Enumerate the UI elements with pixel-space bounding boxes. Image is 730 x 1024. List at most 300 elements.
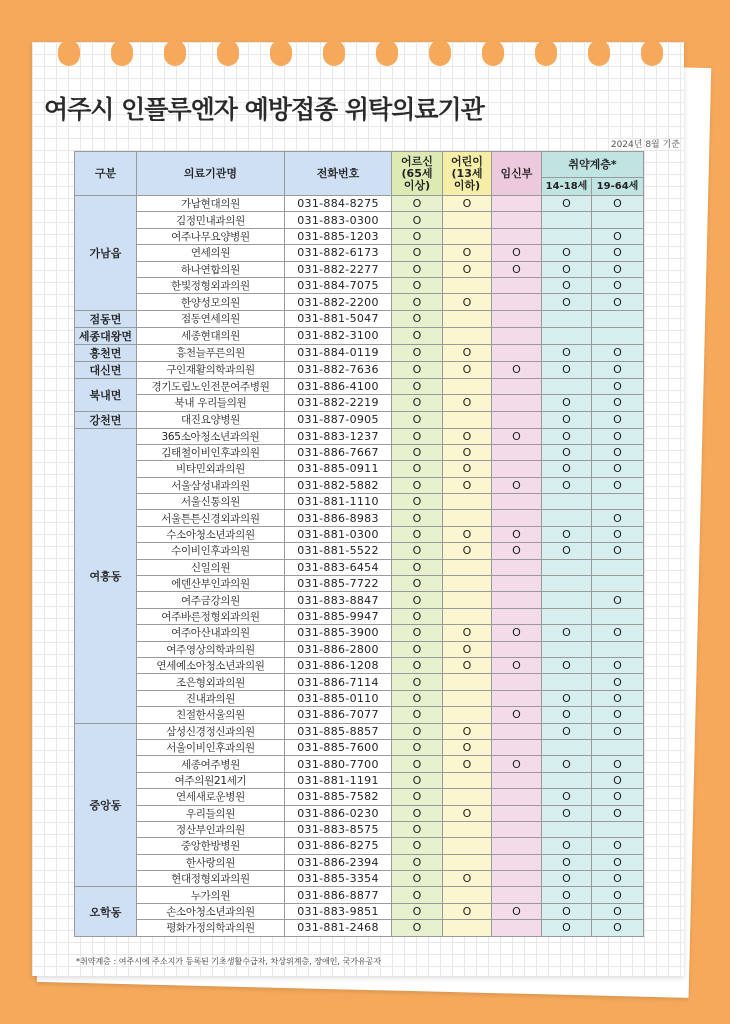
- clinic-name-cell: 세종현대의원: [137, 327, 285, 344]
- pregnant-cell: [492, 461, 542, 477]
- binder-ring-icon: [270, 40, 292, 66]
- phone-cell: 031-882-2200: [285, 294, 392, 310]
- phone-cell: 031-882-2277: [285, 261, 392, 277]
- table-row: [75, 756, 644, 772]
- table-row: [75, 526, 644, 542]
- senior-cell: O: [392, 756, 443, 772]
- table-row: [75, 707, 644, 723]
- vulnerable-14-18-cell: O: [542, 477, 592, 493]
- phone-cell: 031-886-4100: [285, 378, 392, 394]
- region-cell: 오학동: [75, 887, 137, 936]
- table-row: [75, 327, 644, 344]
- region-cell: 대신면: [75, 361, 137, 378]
- child-cell: O: [443, 871, 492, 887]
- vulnerable-14-18-cell: [542, 592, 592, 608]
- vulnerable-19-64-cell: O: [592, 378, 644, 394]
- vulnerable-19-64-cell: O: [592, 903, 644, 919]
- clinic-name-cell: 중앙한방병원: [137, 838, 285, 854]
- vulnerable-14-18-cell: O: [542, 294, 592, 310]
- child-cell: O: [443, 477, 492, 493]
- table-row: [75, 477, 644, 493]
- clinic-name-cell: 서울이비인후과의원: [137, 739, 285, 755]
- vulnerable-19-64-cell: [592, 310, 644, 327]
- binder-ring-icon: [323, 40, 345, 66]
- phone-cell: 031-886-0230: [285, 805, 392, 821]
- pregnant-cell: O: [492, 361, 542, 378]
- vulnerable-19-64-cell: O: [592, 838, 644, 854]
- child-cell: [443, 608, 492, 624]
- clinic-name-cell: 한양성모의원: [137, 294, 285, 310]
- header-senior-line: 어르신: [401, 154, 433, 168]
- table-row: [75, 887, 644, 903]
- pregnant-cell: [492, 920, 542, 936]
- binder-ring-icon: [535, 40, 557, 66]
- phone-cell: 031-883-9851: [285, 903, 392, 919]
- senior-cell: O: [392, 789, 443, 805]
- phone-cell: 031-885-7600: [285, 739, 392, 755]
- vulnerable-14-18-cell: [542, 674, 592, 690]
- senior-cell: O: [392, 805, 443, 821]
- vulnerable-14-18-cell: O: [542, 920, 592, 936]
- table-row: [75, 395, 644, 411]
- binder-ring-icon: [111, 40, 133, 66]
- header-child: [443, 152, 492, 196]
- senior-cell: O: [392, 477, 443, 493]
- table-row: [75, 428, 644, 444]
- phone-cell: 031-885-7722: [285, 576, 392, 592]
- clinic-name-cell: 삼성신경정신과의원: [137, 723, 285, 739]
- clinic-name-cell: 김태철이비인후과의원: [137, 444, 285, 460]
- phone-cell: 031-886-8275: [285, 838, 392, 854]
- child-cell: [443, 707, 492, 723]
- vulnerable-19-64-cell: [592, 559, 644, 575]
- clinic-name-cell: 우리들의원: [137, 805, 285, 821]
- pregnant-cell: [492, 196, 542, 212]
- table-row: [75, 576, 644, 592]
- child-cell: O: [443, 294, 492, 310]
- vulnerable-19-64-cell: O: [592, 261, 644, 277]
- phone-cell: 031-887-0905: [285, 411, 392, 428]
- phone-cell: 031-882-7636: [285, 361, 392, 378]
- region-cell: 가남읍: [75, 196, 137, 311]
- phone-cell: 031-886-2800: [285, 641, 392, 657]
- table-row: [75, 772, 644, 788]
- child-cell: O: [443, 361, 492, 378]
- phone-cell: 031-883-6454: [285, 559, 392, 575]
- senior-cell: O: [392, 245, 443, 261]
- table-row: [75, 739, 644, 755]
- table-row: [75, 821, 644, 837]
- senior-cell: O: [392, 228, 443, 244]
- vulnerable-19-64-cell: O: [592, 361, 644, 378]
- clinic-name-cell: 수이비인후과의원: [137, 543, 285, 559]
- table-row: [75, 361, 644, 378]
- vulnerable-14-18-cell: [542, 641, 592, 657]
- vulnerable-14-18-cell: [542, 821, 592, 837]
- clinic-name-cell: 한빛정형외과의원: [137, 277, 285, 293]
- senior-cell: O: [392, 821, 443, 837]
- phone-cell: 031-883-8847: [285, 592, 392, 608]
- vulnerable-19-64-cell: O: [592, 245, 644, 261]
- senior-cell: O: [392, 494, 443, 510]
- phone-cell: 031-886-7667: [285, 444, 392, 460]
- pregnant-cell: [492, 739, 542, 755]
- pregnant-cell: [492, 821, 542, 837]
- header-senior-line: (65세: [401, 166, 433, 180]
- child-cell: [443, 690, 492, 706]
- phone-cell: 031-885-9947: [285, 608, 392, 624]
- vulnerable-14-18-cell: O: [542, 344, 592, 361]
- pregnant-cell: [492, 772, 542, 788]
- senior-cell: O: [392, 261, 443, 277]
- region-cell: 흥천면: [75, 344, 137, 361]
- vulnerable-19-64-cell: O: [592, 805, 644, 821]
- header-vulnerable-19-64: 19-64세: [592, 178, 644, 196]
- child-cell: [443, 411, 492, 428]
- vulnerable-14-18-cell: [542, 608, 592, 624]
- child-cell: O: [443, 723, 492, 739]
- senior-cell: O: [392, 327, 443, 344]
- pregnant-cell: O: [492, 657, 542, 673]
- vulnerable-19-64-cell: O: [592, 196, 644, 212]
- pregnant-cell: O: [492, 707, 542, 723]
- clinic-name-cell: 365소아청소년과의원: [137, 428, 285, 444]
- child-cell: O: [443, 805, 492, 821]
- vulnerable-14-18-cell: [542, 228, 592, 244]
- header-child-line: (13세: [451, 166, 483, 180]
- pregnant-cell: [492, 592, 542, 608]
- binder-ring-icon: [482, 40, 504, 66]
- child-cell: [443, 838, 492, 854]
- senior-cell: O: [392, 294, 443, 310]
- clinic-table-body: [75, 196, 644, 937]
- pregnant-cell: O: [492, 477, 542, 493]
- phone-cell: 031-886-8877: [285, 887, 392, 903]
- phone-cell: 031-880-7700: [285, 756, 392, 772]
- vulnerable-14-18-cell: O: [542, 277, 592, 293]
- pregnant-cell: O: [492, 526, 542, 542]
- child-cell: [443, 228, 492, 244]
- pregnant-cell: [492, 576, 542, 592]
- clinic-name-cell: 현대정형외과의원: [137, 871, 285, 887]
- vulnerable-19-64-cell: O: [592, 228, 644, 244]
- clinic-name-cell: 평화가정의학과의원: [137, 920, 285, 936]
- phone-cell: 031-884-8275: [285, 196, 392, 212]
- pregnant-cell: [492, 327, 542, 344]
- phone-cell: 031-885-1203: [285, 228, 392, 244]
- child-cell: [443, 821, 492, 837]
- date-note: 2024년 8월 기준: [610, 140, 680, 150]
- child-cell: [443, 854, 492, 870]
- child-cell: [443, 772, 492, 788]
- child-cell: O: [443, 461, 492, 477]
- senior-cell: O: [392, 310, 443, 327]
- clinic-table: [74, 151, 644, 937]
- table-row: [75, 805, 644, 821]
- pregnant-cell: [492, 674, 542, 690]
- senior-cell: O: [392, 608, 443, 624]
- clinic-name-cell: 여주의원21세기: [137, 772, 285, 788]
- phone-cell: 031-881-0300: [285, 526, 392, 542]
- child-cell: [443, 510, 492, 526]
- vulnerable-14-18-cell: O: [542, 196, 592, 212]
- clinic-name-cell: 에덴산부인과의원: [137, 576, 285, 592]
- pregnant-cell: [492, 310, 542, 327]
- phone-cell: 031-884-7075: [285, 277, 392, 293]
- pregnant-cell: [492, 608, 542, 624]
- vulnerable-14-18-cell: O: [542, 838, 592, 854]
- table-row: [75, 444, 644, 460]
- child-cell: [443, 789, 492, 805]
- child-cell: O: [443, 395, 492, 411]
- clinic-name-cell: 누가의원: [137, 887, 285, 903]
- pregnant-cell: [492, 805, 542, 821]
- pregnant-cell: [492, 690, 542, 706]
- table-row: [75, 461, 644, 477]
- clinic-name-cell: 연세의원: [137, 245, 285, 261]
- vulnerable-19-64-cell: O: [592, 772, 644, 788]
- table-row: [75, 559, 644, 575]
- header-vulnerable-14-18: 14-18세: [542, 178, 592, 196]
- senior-cell: O: [392, 690, 443, 706]
- pregnant-cell: O: [492, 625, 542, 641]
- table-row: [75, 903, 644, 919]
- vulnerable-14-18-cell: [542, 378, 592, 394]
- vulnerable-14-18-cell: O: [542, 657, 592, 673]
- header-region: 구분: [75, 152, 137, 196]
- table-row: [75, 510, 644, 526]
- pregnant-cell: [492, 494, 542, 510]
- phone-cell: 031-885-0911: [285, 461, 392, 477]
- pregnant-cell: [492, 411, 542, 428]
- table-row: [75, 592, 644, 608]
- pregnant-cell: [492, 854, 542, 870]
- child-cell: O: [443, 641, 492, 657]
- clinic-name-cell: 경기도립노인전문여주병원: [137, 378, 285, 394]
- pregnant-cell: O: [492, 756, 542, 772]
- child-cell: O: [443, 245, 492, 261]
- vulnerable-19-64-cell: [592, 327, 644, 344]
- pregnant-cell: [492, 641, 542, 657]
- vulnerable-14-18-cell: O: [542, 461, 592, 477]
- child-cell: O: [443, 444, 492, 460]
- table-row: [75, 690, 644, 706]
- clinic-name-cell: 손소아청소년과의원: [137, 903, 285, 919]
- header-senior-line: 이상): [403, 178, 431, 192]
- phone-cell: 031-886-2394: [285, 854, 392, 870]
- senior-cell: O: [392, 411, 443, 428]
- child-cell: [443, 212, 492, 228]
- clinic-name-cell: 신일의원: [137, 559, 285, 575]
- vulnerable-19-64-cell: O: [592, 789, 644, 805]
- table-row: [75, 294, 644, 310]
- table-row: [75, 277, 644, 293]
- child-cell: O: [443, 903, 492, 919]
- child-cell: O: [443, 526, 492, 542]
- pregnant-cell: [492, 294, 542, 310]
- phone-cell: 031-881-5522: [285, 543, 392, 559]
- senior-cell: O: [392, 871, 443, 887]
- senior-cell: O: [392, 543, 443, 559]
- header-child-line: 이하): [453, 178, 481, 192]
- phone-cell: 031-881-1191: [285, 772, 392, 788]
- vulnerable-19-64-cell: O: [592, 477, 644, 493]
- header-pregnant: 임신부: [492, 152, 542, 196]
- vulnerable-19-64-cell: [592, 821, 644, 837]
- table-row: [75, 871, 644, 887]
- phone-cell: 031-886-8983: [285, 510, 392, 526]
- child-cell: O: [443, 756, 492, 772]
- pregnant-cell: [492, 723, 542, 739]
- clinic-name-cell: 서울신통의원: [137, 494, 285, 510]
- phone-cell: 031-885-8857: [285, 723, 392, 739]
- clinic-name-cell: 세종여주병원: [137, 756, 285, 772]
- senior-cell: O: [392, 838, 443, 854]
- child-cell: [443, 592, 492, 608]
- child-cell: [443, 887, 492, 903]
- pregnant-cell: [492, 789, 542, 805]
- binder-ring-icon: [641, 40, 663, 66]
- pregnant-cell: [492, 212, 542, 228]
- child-cell: O: [443, 344, 492, 361]
- phone-cell: 031-885-0110: [285, 690, 392, 706]
- senior-cell: O: [392, 395, 443, 411]
- vulnerable-19-64-cell: O: [592, 854, 644, 870]
- vulnerable-19-64-cell: [592, 576, 644, 592]
- clinic-name-cell: 수소아청소년과의원: [137, 526, 285, 542]
- vulnerable-14-18-cell: O: [542, 543, 592, 559]
- vulnerable-14-18-cell: O: [542, 805, 592, 821]
- vulnerable-14-18-cell: O: [542, 395, 592, 411]
- phone-cell: 031-886-7114: [285, 674, 392, 690]
- vulnerable-14-18-cell: [542, 310, 592, 327]
- header-senior: [392, 152, 443, 196]
- senior-cell: O: [392, 576, 443, 592]
- child-cell: O: [443, 428, 492, 444]
- clinic-name-cell: 연세예소아청소년과의원: [137, 657, 285, 673]
- vulnerable-14-18-cell: [542, 494, 592, 510]
- pregnant-cell: [492, 559, 542, 575]
- vulnerable-14-18-cell: O: [542, 871, 592, 887]
- vulnerable-19-64-cell: O: [592, 411, 644, 428]
- vulnerable-19-64-cell: O: [592, 871, 644, 887]
- child-cell: O: [443, 261, 492, 277]
- senior-cell: O: [392, 559, 443, 575]
- senior-cell: O: [392, 526, 443, 542]
- binder-ring-icon: [217, 40, 239, 66]
- clinic-name-cell: 대진요양병원: [137, 411, 285, 428]
- child-cell: [443, 494, 492, 510]
- senior-cell: O: [392, 592, 443, 608]
- region-cell: 점동면: [75, 310, 137, 327]
- vulnerable-14-18-cell: O: [542, 887, 592, 903]
- child-cell: O: [443, 657, 492, 673]
- senior-cell: O: [392, 887, 443, 903]
- footnote: *취약계층 : 여주시에 주소지가 등록된 기초생활수급자, 차상위계층, 장애인, 국가유공자: [76, 957, 382, 966]
- clinic-name-cell: 여주금강의원: [137, 592, 285, 608]
- senior-cell: O: [392, 378, 443, 394]
- clinic-name-cell: 정산부인과의원: [137, 821, 285, 837]
- clinic-name-cell: 구인재활의학과의원: [137, 361, 285, 378]
- vulnerable-19-64-cell: O: [592, 674, 644, 690]
- vulnerable-19-64-cell: O: [592, 723, 644, 739]
- binder-ring-icon: [588, 40, 610, 66]
- vulnerable-14-18-cell: O: [542, 526, 592, 542]
- vulnerable-14-18-cell: O: [542, 789, 592, 805]
- vulnerable-14-18-cell: [542, 739, 592, 755]
- vulnerable-19-64-cell: O: [592, 887, 644, 903]
- child-cell: [443, 920, 492, 936]
- senior-cell: O: [392, 723, 443, 739]
- vulnerable-19-64-cell: O: [592, 395, 644, 411]
- vulnerable-14-18-cell: [542, 212, 592, 228]
- phone-cell: 031-886-7077: [285, 707, 392, 723]
- vulnerable-19-64-cell: O: [592, 526, 644, 542]
- pregnant-cell: O: [492, 245, 542, 261]
- table-row: [75, 920, 644, 936]
- vulnerable-19-64-cell: O: [592, 920, 644, 936]
- child-cell: O: [443, 625, 492, 641]
- clinic-name-cell: 진내과의원: [137, 690, 285, 706]
- table-row: [75, 854, 644, 870]
- child-cell: [443, 559, 492, 575]
- table-row: [75, 608, 644, 624]
- clinic-name-cell: 연세새로운병원: [137, 789, 285, 805]
- table-row: [75, 543, 644, 559]
- senior-cell: O: [392, 344, 443, 361]
- vulnerable-14-18-cell: O: [542, 903, 592, 919]
- table-row: [75, 344, 644, 361]
- vulnerable-14-18-cell: [542, 576, 592, 592]
- binder-ring-icon: [164, 40, 186, 66]
- clinic-name-cell: 조은형외과의원: [137, 674, 285, 690]
- pregnant-cell: [492, 395, 542, 411]
- senior-cell: O: [392, 196, 443, 212]
- table-row: [75, 261, 644, 277]
- clinic-name-cell: 서울튼튼신경외과의원: [137, 510, 285, 526]
- vulnerable-14-18-cell: [542, 772, 592, 788]
- senior-cell: O: [392, 510, 443, 526]
- vulnerable-19-64-cell: O: [592, 657, 644, 673]
- vulnerable-19-64-cell: O: [592, 690, 644, 706]
- senior-cell: O: [392, 625, 443, 641]
- vulnerable-14-18-cell: [542, 559, 592, 575]
- pregnant-cell: O: [492, 428, 542, 444]
- phone-cell: 031-882-3100: [285, 327, 392, 344]
- phone-cell: 031-883-1237: [285, 428, 392, 444]
- vulnerable-14-18-cell: [542, 510, 592, 526]
- vulnerable-14-18-cell: O: [542, 723, 592, 739]
- phone-cell: 031-881-5047: [285, 310, 392, 327]
- vulnerable-14-18-cell: O: [542, 756, 592, 772]
- senior-cell: O: [392, 277, 443, 293]
- clinic-name-cell: 점동연세의원: [137, 310, 285, 327]
- senior-cell: O: [392, 674, 443, 690]
- senior-cell: O: [392, 772, 443, 788]
- clinic-name-cell: 비타민외과의원: [137, 461, 285, 477]
- vulnerable-19-64-cell: O: [592, 543, 644, 559]
- child-cell: O: [443, 739, 492, 755]
- vulnerable-14-18-cell: O: [542, 428, 592, 444]
- child-cell: [443, 310, 492, 327]
- table-row: [75, 674, 644, 690]
- vulnerable-14-18-cell: O: [542, 707, 592, 723]
- senior-cell: O: [392, 920, 443, 936]
- pregnant-cell: [492, 277, 542, 293]
- phone-cell: 031-881-1110: [285, 494, 392, 510]
- binder-ring-icon: [376, 40, 398, 66]
- senior-cell: O: [392, 854, 443, 870]
